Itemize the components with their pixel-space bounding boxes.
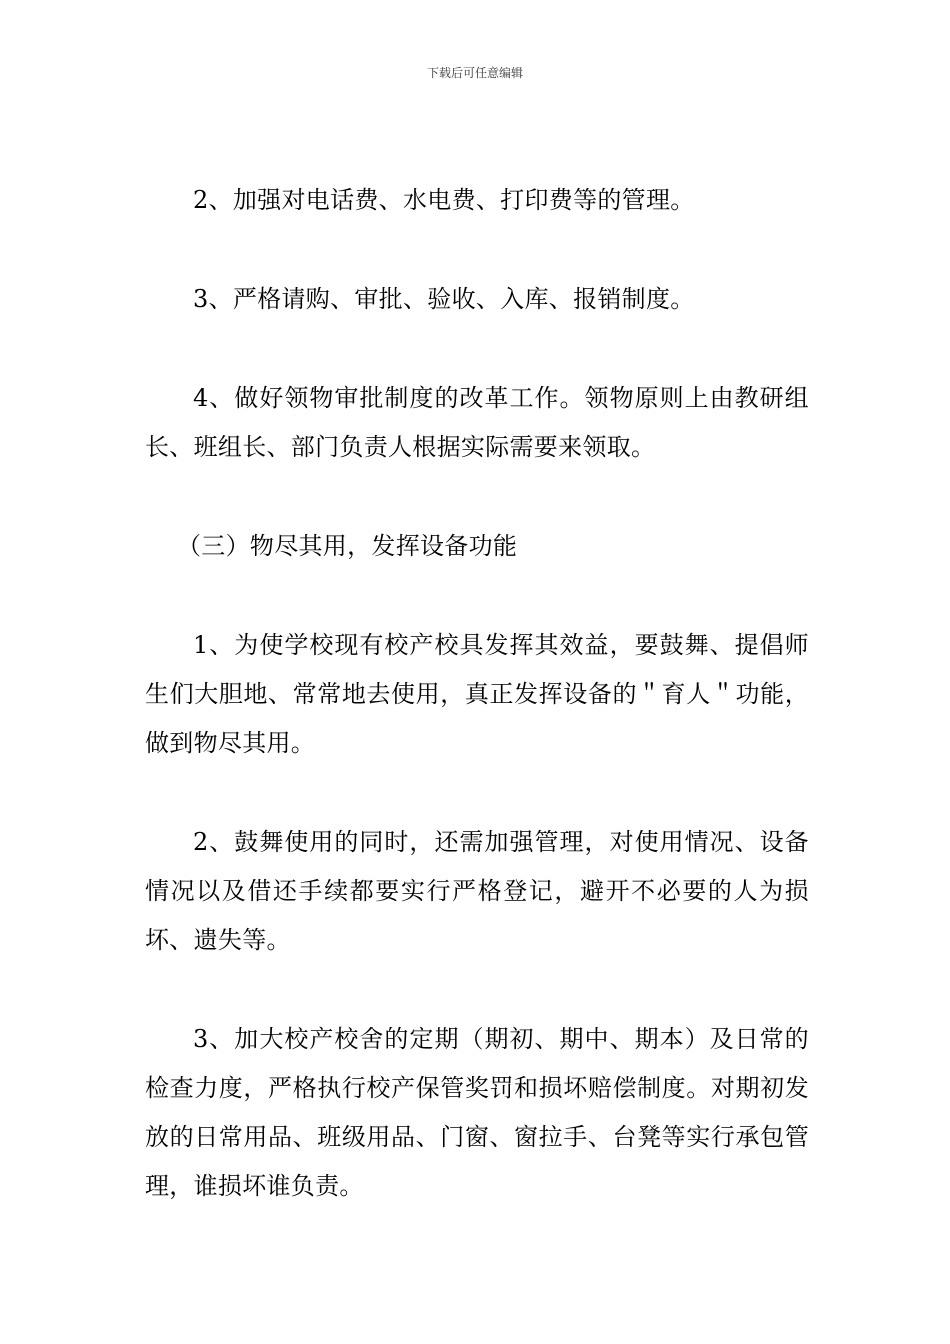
document-body (145, 176, 809, 1261)
paragraph-item-1-use-equipment: 1、为使学校现有校产校具发挥其效益，要鼓舞、提倡师生们大胆地、常常地去使用，真正发挥设备的＂育人＂功能，做到物尽其用。 (145, 631, 809, 757)
paragraph-item-2-usage-registration: 2、鼓舞使用的同时，还需加强管理，对使用情况、设备情况以及借还手续都要实行严格登记，避开不必要的人为损坏、遗失等。 (145, 828, 809, 954)
page-header-note: 下载后可任意编辑 (426, 66, 523, 80)
paragraph-item-3-procurement-process: 3、严格请购、审批、验收、入库、报销制度。 (193, 285, 695, 313)
paragraph-item-3-inspection-responsibility: 3、加大校产校舍的定期（期初、期中、期本）及日常的检查力度，严格执行校产保管奖罚和损坏赔偿制度。对期初发放的日常用品、班级用品、门窗、窗拉手、台凳等实行承包管理，谁损坏谁负责。 (145, 1025, 809, 1200)
paragraph-item-4-requisition-reform: 4、做好领物审批制度的改革工作。领物原则上由教研组长、班组长、部门负责人根据实际需要来领取。 (145, 384, 809, 461)
section-heading: （三）物尽其用，发挥设备功能 (177, 532, 518, 560)
paragraph-item-2-expense-management: 2、加强对电话费、水电费、打印费等的管理。 (193, 186, 695, 214)
